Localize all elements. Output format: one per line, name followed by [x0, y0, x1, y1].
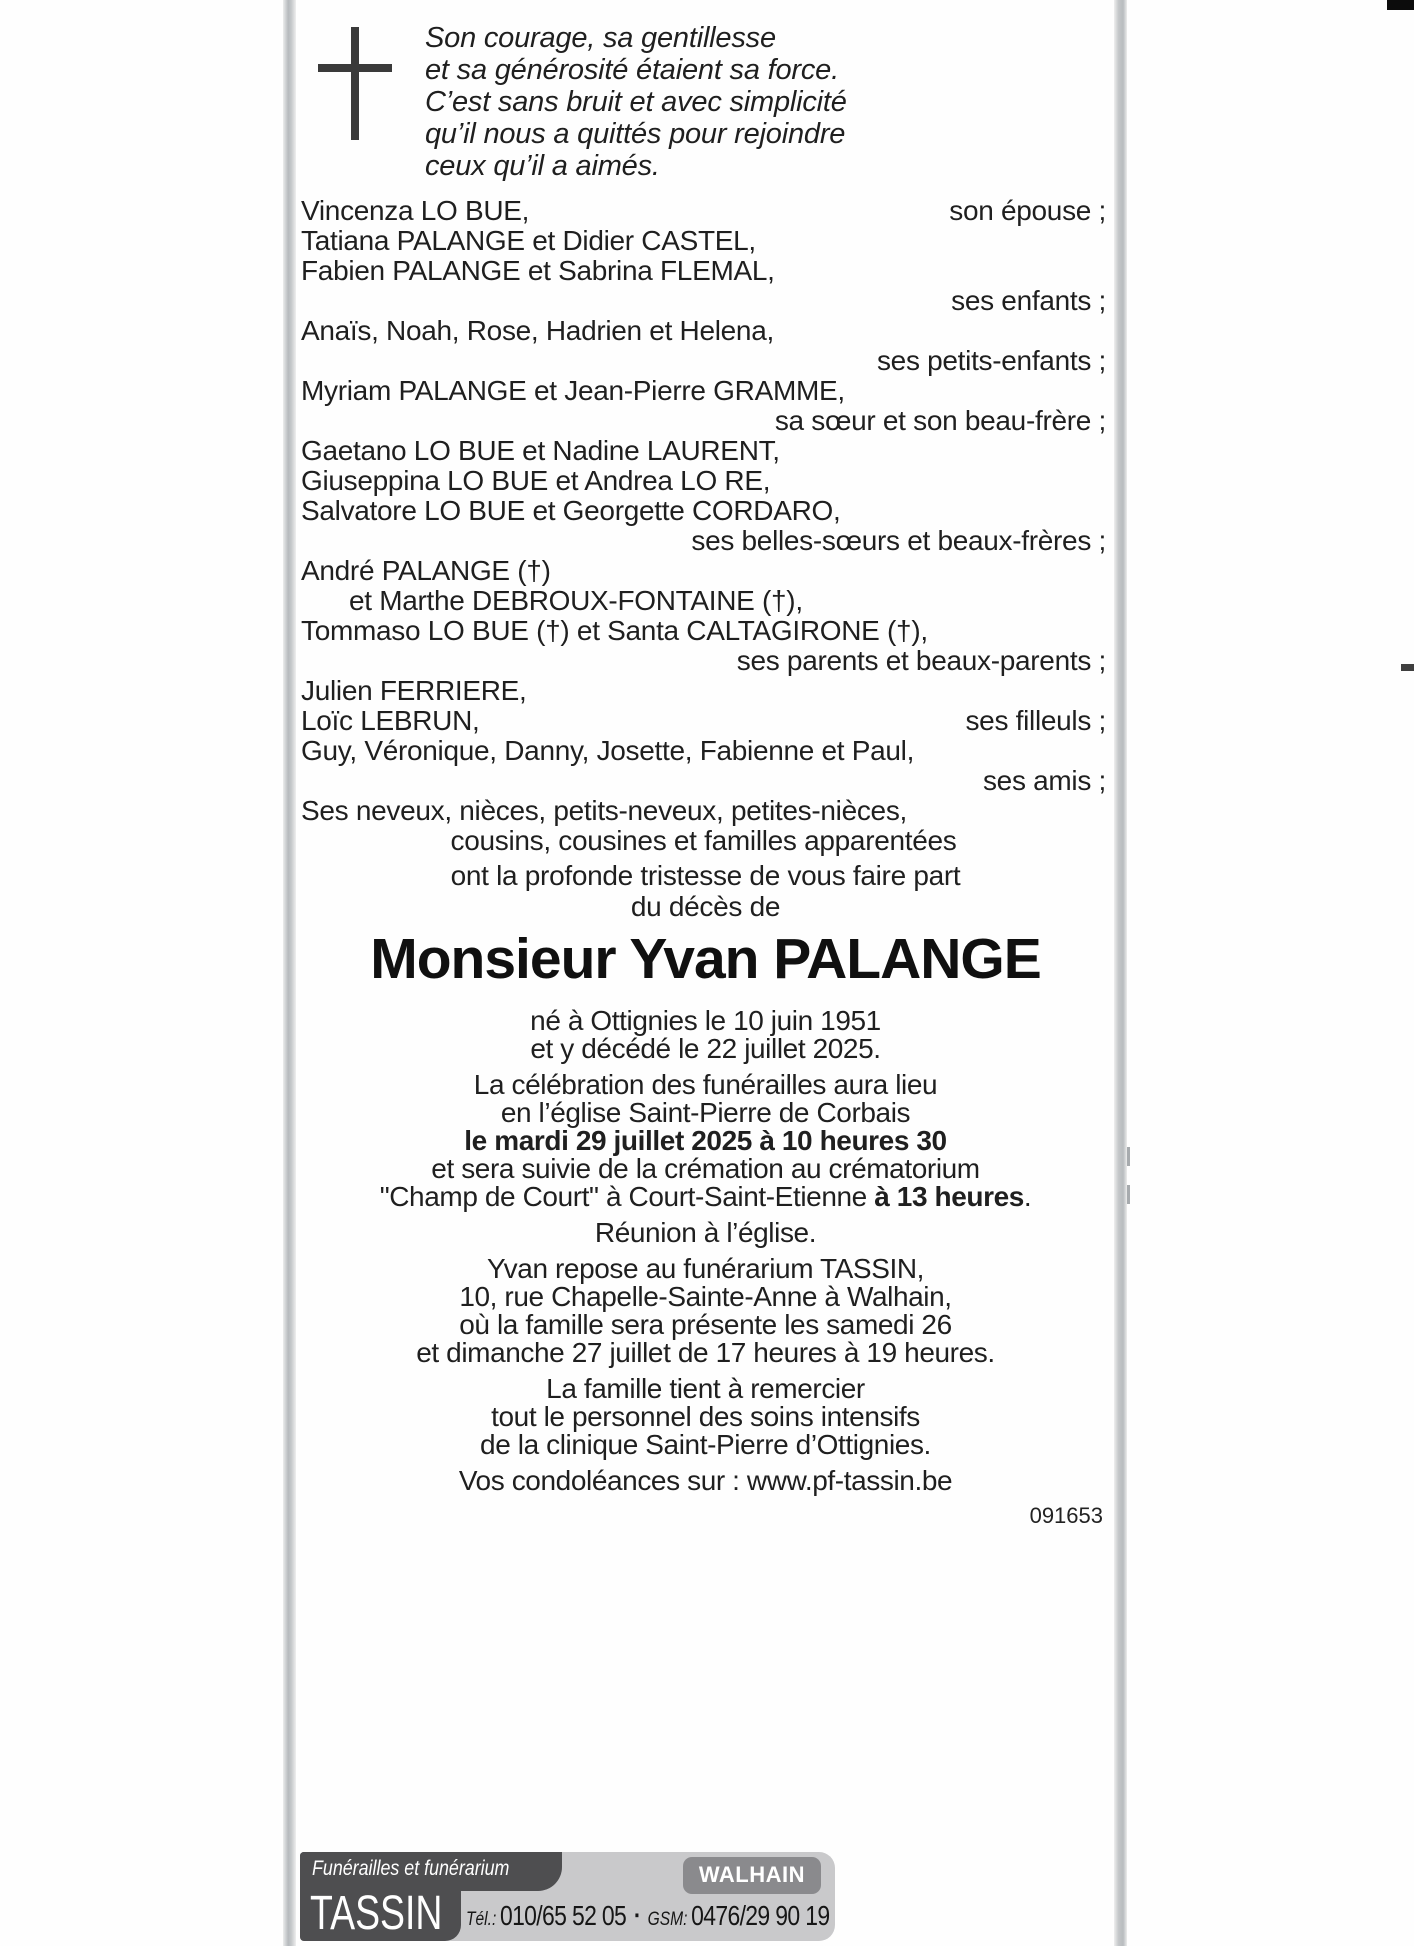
- family-line: [301, 436, 1106, 466]
- family-line: [301, 706, 1106, 736]
- family-line: [301, 376, 1106, 406]
- epitaph-line: qu’il nous a quittés pour rejoindre: [425, 118, 846, 150]
- family-line: [301, 556, 1106, 586]
- family-list: [296, 196, 1115, 856]
- family-names: Julien FERRIERE,: [301, 675, 527, 706]
- tel-label: Tél.:: [466, 1909, 497, 1930]
- relation-label: ses enfants ;: [951, 285, 1106, 316]
- scan-artifact-tick: [1127, 1185, 1130, 1204]
- gsm-label: GSM:: [647, 1909, 688, 1930]
- detail-line: Réunion à l’église.: [594, 1217, 817, 1248]
- announcement-line: ont la profonde tristesse de vous faire part: [450, 860, 961, 891]
- detail-line: La célébration des funérailles aura lieu: [473, 1069, 938, 1100]
- family-line: [301, 196, 1106, 226]
- repose-paragraph: [296, 1255, 1115, 1367]
- birth-death-paragraph: [296, 1007, 1115, 1063]
- family-names: cousins, cousines et familles apparentées: [450, 825, 957, 856]
- reference-number: 091653: [1029, 1503, 1103, 1528]
- scan-edge-left: [283, 0, 296, 1946]
- family-names: Myriam PALANGE et Jean-Pierre GRAMME,: [301, 375, 845, 406]
- relation-label: ses filleuls ;: [965, 705, 1106, 736]
- epitaph: [425, 22, 847, 182]
- epitaph-line: Son courage, sa gentillesse: [425, 22, 776, 54]
- relation-label: ses parents et beaux-parents ;: [736, 645, 1106, 676]
- detail-line: La famille tient à remercier: [546, 1373, 865, 1404]
- family-line: [301, 736, 1106, 766]
- family-line: [301, 346, 1106, 376]
- cross-icon: [318, 27, 392, 140]
- family-line: [301, 766, 1106, 796]
- scan-edge-right: [1114, 0, 1127, 1946]
- family-line: [301, 646, 1106, 676]
- relation-label: son épouse ;: [949, 195, 1106, 226]
- detail-line: et dimanche 27 juillet de 17 heures à 19 heures.: [416, 1337, 995, 1368]
- family-names: Vincenza LO BUE,: [301, 195, 530, 226]
- detail-line: et y décédé le 22 juillet 2025.: [530, 1033, 881, 1064]
- family-line: [301, 796, 1106, 826]
- family-names: Tommaso LO BUE (†) et Santa CALTAGIRONE (†),: [301, 615, 928, 646]
- scan-artifact-right-dash: [1401, 664, 1414, 671]
- family-line: [301, 316, 1106, 346]
- deceased-name: Monsieur Yvan PALANGE: [370, 927, 1041, 991]
- funeral-home-tagline: Funérailles et funérarium: [312, 1857, 510, 1880]
- detail-line: tout le personnel des soins intensifs: [491, 1401, 920, 1432]
- epitaph-line: C’est sans bruit et avec simplicité: [425, 86, 847, 118]
- family-line: [301, 586, 1106, 616]
- family-line: [301, 826, 1106, 856]
- separator-square-icon: ▪: [634, 1907, 640, 1924]
- obituary-notice: [296, 0, 1115, 1946]
- family-names: André PALANGE (†): [301, 555, 551, 586]
- detail-line: en l’église Saint-Pierre de Corbais: [500, 1097, 911, 1128]
- reunion-paragraph: [296, 1219, 1115, 1247]
- funeral-home-brand: TASSIN: [310, 1887, 443, 1940]
- family-names: Guy, Véronique, Danny, Josette, Fabienne et Paul,: [301, 735, 915, 766]
- announcement: [296, 860, 1115, 922]
- detail-line: de la clinique Saint-Pierre d’Ottignies.: [480, 1429, 931, 1460]
- ceremony-date-line: le mardi 29 juillet 2025 à 10 heures 30: [464, 1125, 947, 1156]
- detail-line: 10, rue Chapelle-Sainte-Anne à Walhain,: [459, 1281, 952, 1312]
- family-names: Fabien PALANGE et Sabrina FLEMAL,: [301, 255, 775, 286]
- family-line: [301, 406, 1106, 436]
- funeral-details: [296, 1007, 1115, 1495]
- family-names: Loïc LEBRUN,: [301, 705, 480, 736]
- family-line: [301, 496, 1106, 526]
- family-names: Ses neveux, nièces, petits-neveux, petites-nièces,: [301, 795, 908, 826]
- scan-artifact-top-right: [1387, 0, 1414, 10]
- family-line: [301, 616, 1106, 646]
- epitaph-line: ceux qu’il a aimés.: [425, 150, 660, 182]
- cremation-line: "Champ de Court" à Court-Saint-Etienne à 13 heures.: [379, 1181, 1032, 1212]
- family-line: [301, 226, 1106, 256]
- family-names: Tatiana PALANGE et Didier CASTEL,: [301, 225, 756, 256]
- family-line: [301, 676, 1106, 706]
- family-names: et Marthe DEBROUX-FONTAINE (†),: [349, 585, 803, 616]
- family-line: [301, 526, 1106, 556]
- scan-artifact-tick: [1127, 1147, 1130, 1166]
- detail-line: et sera suivie de la crémation au crématorium: [431, 1153, 980, 1184]
- family-line: [301, 286, 1106, 316]
- detail-line: Yvan repose au funérarium TASSIN,: [486, 1253, 925, 1284]
- family-names: Giuseppina LO BUE et Andrea LO RE,: [301, 465, 771, 496]
- condolences-line: Vos condoléances sur : www.pf-tassin.be: [458, 1465, 953, 1496]
- family-line: [301, 256, 1106, 286]
- notice-header: [296, 0, 1115, 196]
- relation-label: ses amis ;: [982, 765, 1106, 796]
- location-badge: WALHAIN: [683, 1857, 821, 1894]
- relation-label: ses belles-sœurs et beaux-frères ;: [691, 525, 1106, 556]
- gsm-number: 0476/29 90 19: [691, 1900, 830, 1931]
- thanks-paragraph: [296, 1375, 1115, 1459]
- epitaph-line: et sa générosité étaient sa force.: [425, 54, 839, 86]
- detail-line: né à Ottignies le 10 juin 1951: [530, 1005, 881, 1036]
- announcement-line: du décès de: [630, 891, 781, 922]
- relation-label: ses petits-enfants ;: [876, 345, 1106, 376]
- tel-number: 010/65 52 05: [499, 1900, 627, 1931]
- family-line: [301, 466, 1106, 496]
- relation-label: sa sœur et son beau-frère ;: [774, 405, 1106, 436]
- detail-line: où la famille sera présente les samedi 26: [459, 1309, 952, 1340]
- funeral-home-banner: [300, 1852, 835, 1941]
- family-names: Salvatore LO BUE et Georgette CORDARO,: [301, 495, 841, 526]
- family-names: Gaetano LO BUE et Nadine LAURENT,: [301, 435, 780, 466]
- family-names: Anaïs, Noah, Rose, Hadrien et Helena,: [301, 315, 774, 346]
- phone-numbers: [466, 1900, 829, 1932]
- condolences-paragraph: [296, 1467, 1115, 1495]
- ceremony-paragraph: [296, 1071, 1115, 1211]
